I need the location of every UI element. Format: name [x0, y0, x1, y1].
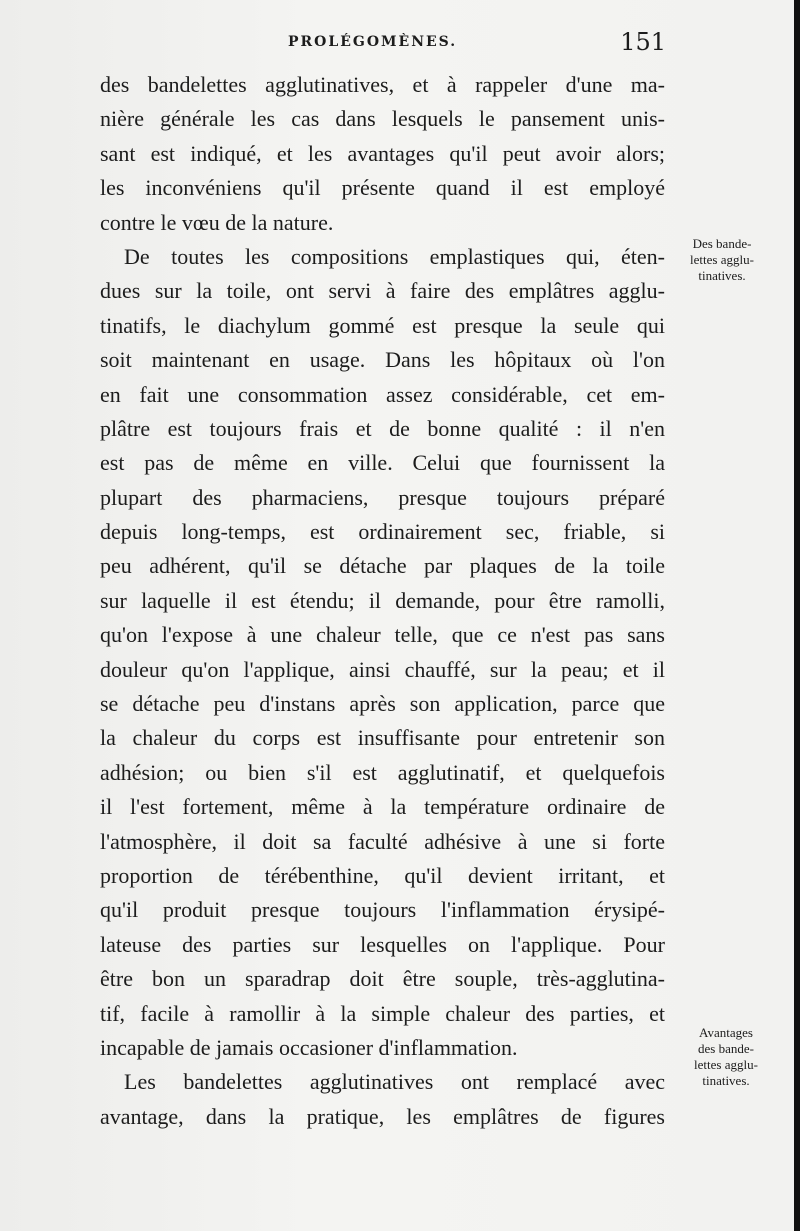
marginal-note-line: tinatives. — [698, 268, 746, 283]
text-line: avantage, dans la pratique, les emplâtres de figures — [100, 1103, 665, 1129]
text-line: il l'est fortement, même à la température ordinaire de — [100, 794, 665, 820]
marginal-note-line: Avantages — [699, 1025, 753, 1040]
text-line: dues sur la toile, ont servi à faire des emplâtres agglu- — [100, 278, 665, 304]
text-line: proportion de térébenthine, qu'il devient irritant, et — [100, 862, 665, 888]
page-number: 151 — [620, 28, 666, 56]
text-line: soit maintenant en usage. Dans les hôpitaux où l'on — [100, 347, 665, 373]
text-line: qu'on l'expose à une chaleur telle, que ce n'est pas sans — [100, 622, 665, 648]
marginal-note-line: tinatives. — [702, 1073, 750, 1088]
page-header — [100, 28, 666, 60]
body-text — [100, 68, 665, 1134]
running-head: PROLÉGOMÈNES. — [288, 34, 458, 50]
text-line: tinatifs, le diachylum gommé est presque la seule qui — [100, 312, 665, 338]
text-line: les inconvéniens qu'il présente quand il est employé — [100, 175, 665, 201]
text-line: sant est indiqué, et les avantages qu'il peut avoir alors; — [100, 140, 665, 166]
text-line: la chaleur du corps est insuffisante pour entretenir son — [100, 725, 665, 751]
text-line: Les bandelettes agglutinatives ont remplacé avec — [124, 1069, 665, 1095]
text-line: des bandelettes agglutinatives, et à rappeler d'une ma- — [100, 72, 665, 97]
text-line: tif, facile à ramollir à la simple chaleur des parties, et — [100, 1000, 665, 1026]
marginal-note-avantages — [666, 1025, 786, 1089]
marginal-note-des-bandelettes — [662, 236, 782, 284]
text-line: sur laquelle il est étendu; il demande, pour être ramolli, — [100, 587, 665, 613]
text-line: adhésion; ou bien s'il est agglutinatif, et quelquefois — [100, 759, 665, 785]
text-line: incapable de jamais occasioner d'inflammation. — [100, 1034, 518, 1060]
text-line: l'atmosphère, il doit sa faculté adhésive à une si forte — [100, 828, 665, 854]
page-edge-shadow — [794, 0, 800, 1231]
text-line: peu adhérent, qu'il se détache par plaques de la toile — [100, 553, 665, 579]
marginal-note-line: lettes agglu- — [694, 1057, 758, 1072]
text-line: plupart des pharmaciens, presque toujours préparé — [100, 484, 665, 510]
marginal-note-line: Des bande- — [692, 236, 752, 251]
text-line: en fait une consommation assez considérable, cet em- — [100, 381, 665, 407]
text-line: contre le vœu de la nature. — [100, 209, 334, 235]
text-line: plâtre est toujours frais et de bonne qualité : il n'en — [100, 415, 665, 441]
text-line: depuis long-temps, est ordinairement sec, friable, si — [100, 519, 665, 545]
text-line: se détache peu d'instans après son application, parce que — [100, 691, 665, 717]
text-line: être bon un sparadrap doit être souple, très-agglutina- — [100, 966, 665, 992]
text-line: nière générale les cas dans lesquels le pansement unis- — [100, 106, 665, 132]
marginal-note-line: lettes agglu- — [690, 252, 754, 267]
text-line: lateuse des parties sur lesquelles on l'applique. Pour — [100, 931, 665, 957]
marginal-note-line: des bande- — [698, 1041, 754, 1056]
text-line: est pas de même en ville. Celui que fournissent la — [100, 450, 665, 476]
text-line: De toutes les compositions emplastiques qui, éten- — [124, 243, 665, 269]
text-line: douleur qu'on l'applique, ainsi chauffé, sur la peau; et il — [100, 656, 665, 682]
text-line: qu'il produit presque toujours l'inflammation érysipé- — [100, 897, 665, 923]
